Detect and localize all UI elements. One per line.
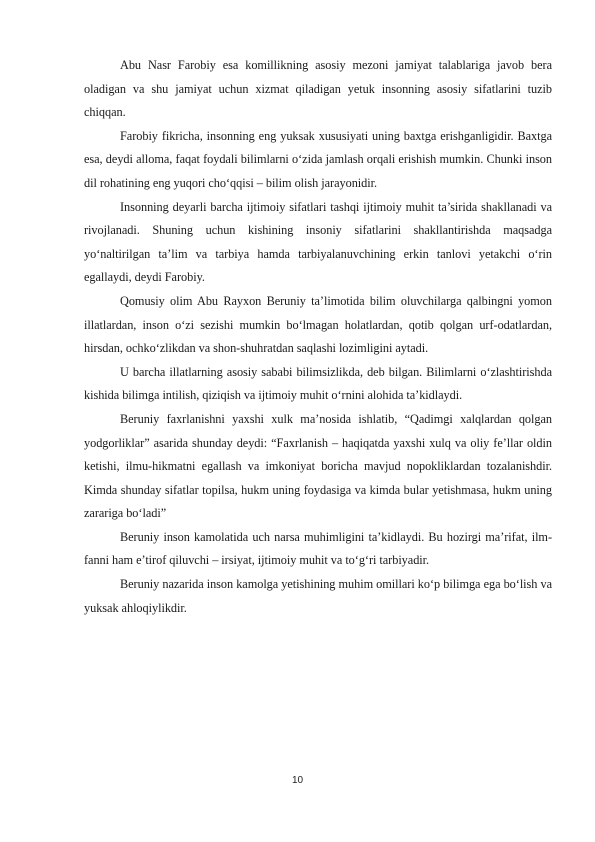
paragraph: Beruniy nazarida inson kamolga yetishining muhim omillari ko‘p bilimga ega bo‘lish va yuksak ahloqiylikdir. (84, 577, 552, 615)
paragraph: Insonning deyarli barcha ijtimoiy sifatlari tashqi ijtimoiy muhit ta’sirida shakllanadi va rivojlanadi. Shuning uchun kishining insoniy sifatlarini shakllantirishda maqsadga yo‘naltirilgan ta’lim va tarbiya hamda tarbiyalanuvchining erkin tanlovi yetakchi o‘rin egallaydi, deydi Farobiy. (84, 199, 552, 285)
paragraph: Farobiy fikricha, insonning eng yuksak xususiyati uning baxtga erishganligidir. Baxtga esa, deydi alloma, faqat foydali bilimlarni o‘zida jamlash orqali erishish mumkin. Chunki inson dil rohatining eng yuqori cho‘qqisi – bilim olish jarayonidir. (84, 128, 552, 190)
page-number: 10 (291, 775, 304, 786)
paragraph: Beruniy inson kamolatida uch narsa muhimligini ta’kidlaydi. Bu hozirgi ma’rifat, ilm-fanni ham e’tirof qiluvchi – irsiyat, ijtimoiy muhit va to‘g‘ri tarbiyadir. (84, 529, 552, 568)
paragraph: Abu Nasr Farobiy esa komillikning asosiy mezoni jamiyat talablariga javob bera oladigan va shu jamiyat uchun xizmat qiladigan yetuk insonning asosiy sifatlarini tuzib chiqqan. (84, 58, 552, 120)
paragraph: Qomusiy olim Abu Rayxon Beruniy ta’limotida bilim oluvchilarga qalbingni yomon illatlardan, inson o‘zi sezishi mumkin bo‘lmagan holatlardan, qotib qolgan urf-odatlardan, hirsdan, ochko‘zlikdan va shon-shuhratdan saqlashi lozimligini aytadi. (84, 293, 552, 356)
body-text (84, 54, 552, 620)
paragraph: Beruniy faxrlanishni yaxshi xulk ma’nosida ishlatib, “Qadimgi xalqlardan qolgan yodgorliklar” asarida shunday deydi: “Faxrlanish – haqiqatda yaxshi xulq va oliy fe’llar oldin ketishi, ilmu-hikmatni egallash va imkoniyat boricha mavjud nopokliklardan tozalanishdir. Kimda shunday sifatlar topilsa, hukm uning foydasiga va kimda bular yetishmasa, hukm uning zarariga bo‘ladi” (84, 411, 552, 521)
paragraph: U barcha illatlarning asosiy sababi bilimsizlikda, deb bilgan. Bilimlarni o‘zlashtirishda kishida bilimga intilish, qiziqish va ijtimoiy muhit o‘rnini alohida ta’kidlaydi. (84, 364, 552, 403)
